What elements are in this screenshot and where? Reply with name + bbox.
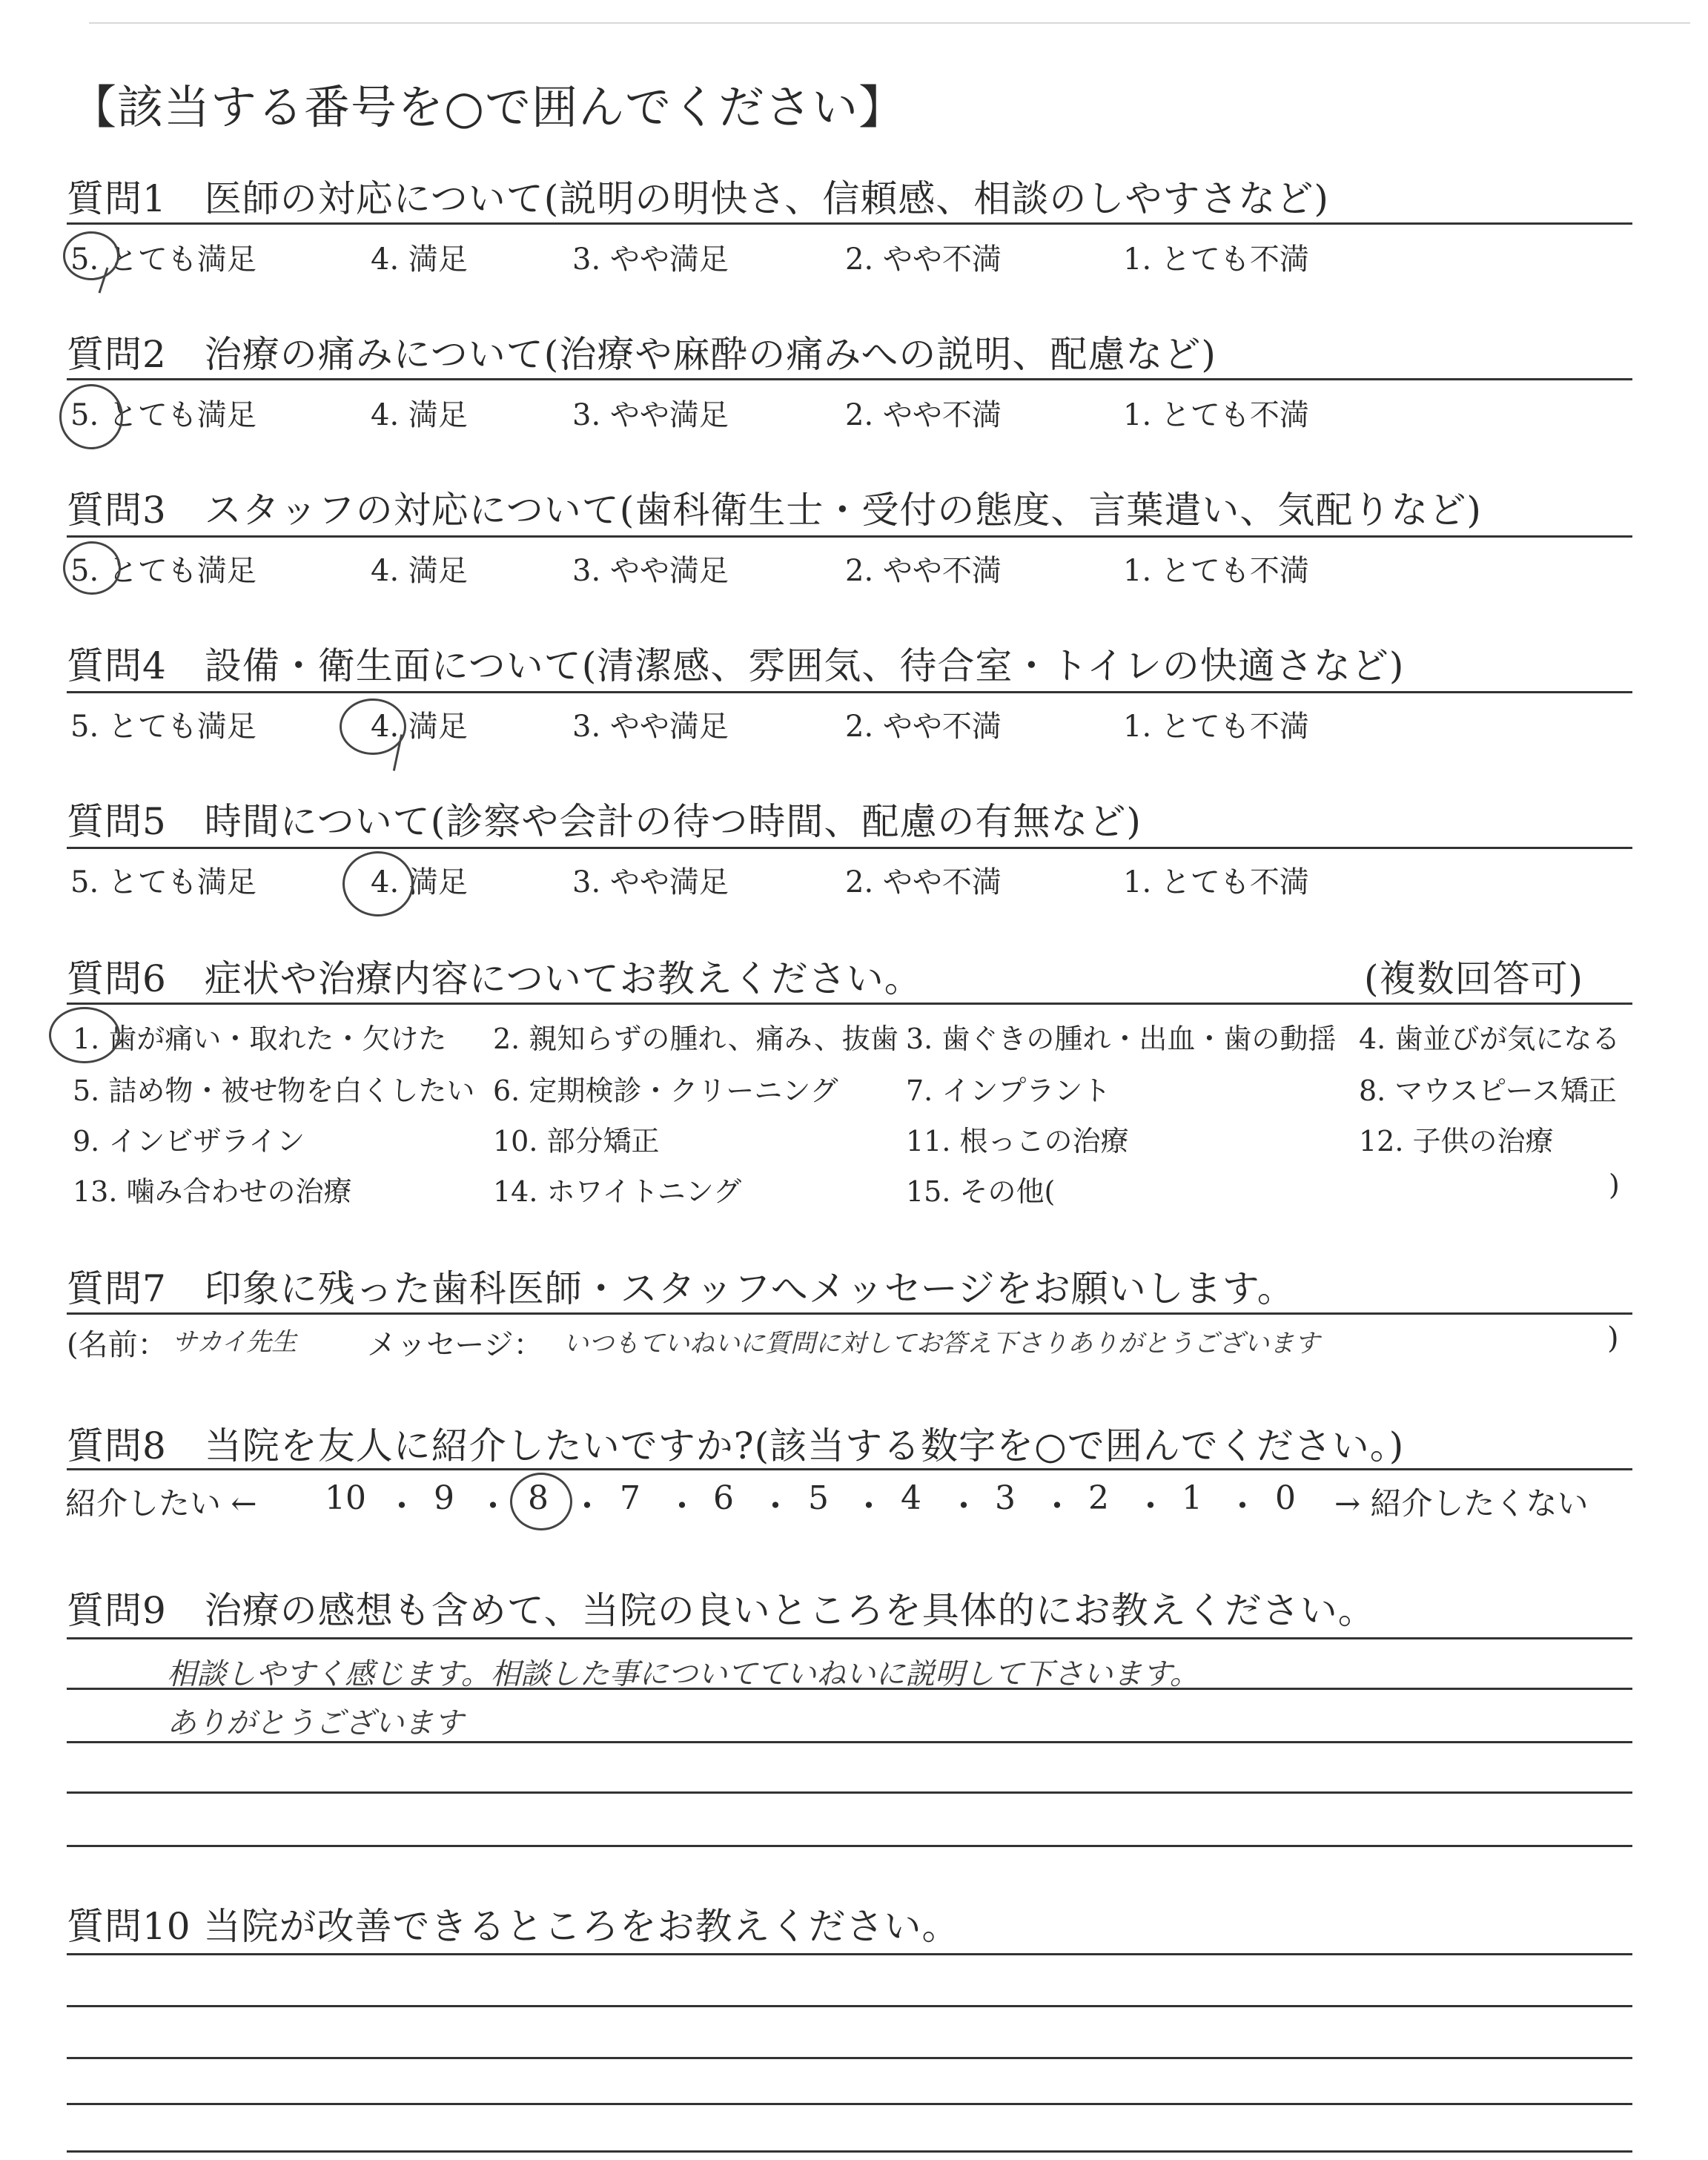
form-header: 【該当する番号を○で囲んでください】 (70, 80, 906, 134)
q4-option-4[interactable]: 4. 満足 (371, 710, 468, 744)
q6-item-12[interactable]: 12. 子供の治療 (1359, 1125, 1554, 1157)
q6-item-15[interactable]: 15. その他( (906, 1175, 1056, 1208)
q6-item-14[interactable]: 14. ホワイトニング (493, 1175, 742, 1208)
q3-answer-circle (63, 541, 121, 595)
q6-item-6[interactable]: 6. 定期検診・クリーニング (493, 1074, 838, 1107)
q8-scale-2[interactable]: 2 (1088, 1479, 1109, 1517)
q6-rule (67, 1003, 1632, 1005)
q1-option-2[interactable]: 2. やや不満 (845, 242, 1002, 277)
q8-separator: ・ (853, 1487, 885, 1525)
q9-answer-line-1[interactable]: 相談しやすく感じます。相談した事についてていねいに説明して下さいます。 (167, 1657, 1199, 1691)
q8-scale-4[interactable]: 4 (901, 1479, 921, 1517)
q8-separator: ・ (1134, 1487, 1167, 1525)
q4-rule (67, 691, 1632, 693)
q6-item-4[interactable]: 4. 歯並びが気になる (1359, 1023, 1621, 1055)
q4-option-2[interactable]: 2. やや不満 (845, 710, 1002, 744)
q9-rule-4 (67, 1791, 1632, 1794)
q7-name-value[interactable]: サカイ先生 (172, 1327, 297, 1357)
q4-option-3[interactable]: 3. やや満足 (572, 710, 729, 744)
q9-title: 質問9 治療の感想も含めて、当院の良いところを具体的にお教えください。 (67, 1589, 1376, 1632)
q7-message-value[interactable]: いつもていねいに質問に対してお答え下さりありがとうございます (563, 1329, 1320, 1358)
q10-rule-1 (67, 1953, 1632, 1955)
q7-rule (67, 1312, 1632, 1315)
q6-item-5[interactable]: 5. 詰め物・被せ物を白くしたい (73, 1074, 475, 1107)
q6-item-10[interactable]: 10. 部分矯正 (493, 1125, 660, 1157)
q3-rule (67, 535, 1632, 538)
q5-option-4[interactable]: 4. 満足 (371, 865, 468, 899)
q8-separator: ・ (1226, 1487, 1259, 1525)
q2-answer-circle (59, 384, 123, 449)
q8-separator: ・ (571, 1487, 603, 1525)
q9-rule-3 (67, 1741, 1632, 1743)
q10-rule-3 (67, 2057, 1632, 2059)
q1-option-4[interactable]: 4. 満足 (371, 242, 468, 277)
q9-rule-1 (67, 1637, 1632, 1639)
q1-answer-circle (63, 231, 119, 280)
q10-rule-5 (67, 2150, 1632, 2153)
q8-scale-5[interactable]: 5 (808, 1479, 829, 1517)
q6-note: (複数回答可) (1364, 957, 1584, 1000)
q7-title: 質問7 印象に残った歯科医師・スタッフへメッセージをお願いします。 (67, 1267, 1295, 1310)
q8-scale-10[interactable]: 10 (325, 1479, 366, 1517)
q5-title: 質問5 時間について(診察や会計の待つ時間、配慮の有無など) (67, 800, 1142, 843)
q10-title: 質問10 当院が改善できるところをお教えください。 (67, 1905, 960, 1948)
q8-separator: ・ (759, 1487, 792, 1525)
q6-item-3[interactable]: 3. 歯ぐきの腫れ・出血・歯の動揺 (906, 1023, 1337, 1055)
q6-item-8[interactable]: 8. マウスピース矯正 (1359, 1074, 1617, 1107)
q8-title: 質問8 当院を友人に紹介したいですか?(該当する数字を○で囲んでください。) (67, 1424, 1405, 1467)
q8-scale-3[interactable]: 3 (995, 1479, 1016, 1517)
q2-rule (67, 378, 1632, 380)
q8-separator: ・ (1041, 1487, 1073, 1525)
q10-rule-4 (67, 2103, 1632, 2105)
q8-separator: ・ (385, 1487, 418, 1525)
q8-rule (67, 1468, 1632, 1470)
q8-separator: ・ (947, 1487, 980, 1525)
q8-left-label: 紹介したい ← (65, 1485, 257, 1522)
q1-title: 質問1 医師の対応について(説明の明快さ、信頼感、相談のしやすさなど) (67, 177, 1329, 220)
q8-answer-circle (510, 1473, 572, 1530)
q3-title: 質問3 スタッフの対応について(歯科衛生士・受付の態度、言葉遣い、気配りなど) (67, 489, 1482, 532)
q7-close-paren: ) (1607, 1321, 1619, 1355)
q3-option-5[interactable]: 5. とても満足 (70, 554, 256, 588)
q3-option-4[interactable]: 4. 満足 (371, 554, 468, 588)
q1-option-1[interactable]: 1. とても不満 (1123, 242, 1309, 277)
q8-separator: ・ (477, 1487, 509, 1525)
q5-answer-circle (342, 851, 414, 916)
q8-separator: ・ (666, 1487, 698, 1525)
q9-rule-2 (67, 1688, 1632, 1690)
q8-right-label: → 紹介したくない (1334, 1485, 1589, 1522)
q6-item-2[interactable]: 2. 親知らずの腫れ、痛み、抜歯 (493, 1023, 898, 1055)
q8-scale-6[interactable]: 6 (713, 1479, 734, 1517)
q2-option-2[interactable]: 2. やや不満 (845, 398, 1002, 432)
q6-item-1[interactable]: 1. 歯が痛い・取れた・欠けた (73, 1023, 447, 1055)
q10-rule-2 (67, 2005, 1632, 2007)
q5-option-3[interactable]: 3. やや満足 (572, 865, 729, 899)
q8-scale-8[interactable]: 8 (528, 1479, 549, 1517)
q7-message-label: メッセージ： (367, 1328, 543, 1362)
q2-option-5[interactable]: 5. とても満足 (70, 398, 256, 432)
q1-rule (67, 222, 1632, 225)
q3-option-1[interactable]: 1. とても不満 (1123, 554, 1309, 588)
q6-item-13[interactable]: 13. 噛み合わせの治療 (73, 1175, 352, 1208)
q3-option-2[interactable]: 2. やや不満 (845, 554, 1002, 588)
q1-option-3[interactable]: 3. やや満足 (572, 242, 729, 277)
q6-item-7[interactable]: 7. インプラント (906, 1074, 1111, 1107)
q8-scale-9[interactable]: 9 (434, 1479, 454, 1517)
scan-edge-line (89, 22, 1690, 24)
q2-option-3[interactable]: 3. やや満足 (572, 398, 729, 432)
q6-item-9[interactable]: 9. インビザライン (73, 1125, 305, 1157)
q8-scale-7[interactable]: 7 (620, 1479, 640, 1517)
q3-option-3[interactable]: 3. やや満足 (572, 554, 729, 588)
q5-option-5[interactable]: 5. とても満足 (70, 865, 256, 899)
q7-name-label: (名前： (67, 1328, 168, 1362)
q9-answer-line-2[interactable]: ありがとうございます (167, 1706, 463, 1740)
q8-scale-1[interactable]: 1 (1182, 1479, 1202, 1517)
q4-title: 質問4 設備・衛生面について(清潔感、雰囲気、待合室・トイレの快適さなど) (67, 644, 1405, 687)
q5-option-2[interactable]: 2. やや不満 (845, 865, 1002, 899)
q8-scale-0[interactable]: 0 (1275, 1479, 1296, 1517)
q6-item-11[interactable]: 11. 根っこの治療 (906, 1125, 1129, 1157)
q2-title: 質問2 治療の痛みについて(治療や麻酔の痛みへの説明、配慮など) (67, 333, 1217, 376)
q4-option-1[interactable]: 1. とても不満 (1123, 710, 1309, 744)
q6-title: 質問6 症状や治療内容についてお教えください。 (67, 957, 922, 1000)
q2-option-1[interactable]: 1. とても不満 (1123, 398, 1309, 432)
q6-answer-circle (49, 1007, 120, 1063)
q2-option-4[interactable]: 4. 満足 (371, 398, 468, 432)
q6-item-15-close: ) (1609, 1169, 1620, 1201)
q5-rule (67, 847, 1632, 849)
q5-option-1[interactable]: 1. とても不満 (1123, 865, 1309, 899)
q9-rule-5 (67, 1845, 1632, 1847)
q4-option-5[interactable]: 5. とても満足 (70, 710, 256, 744)
q4-answer-circle (340, 698, 406, 755)
q1-option-5[interactable]: 5. とても満足 (70, 242, 256, 277)
